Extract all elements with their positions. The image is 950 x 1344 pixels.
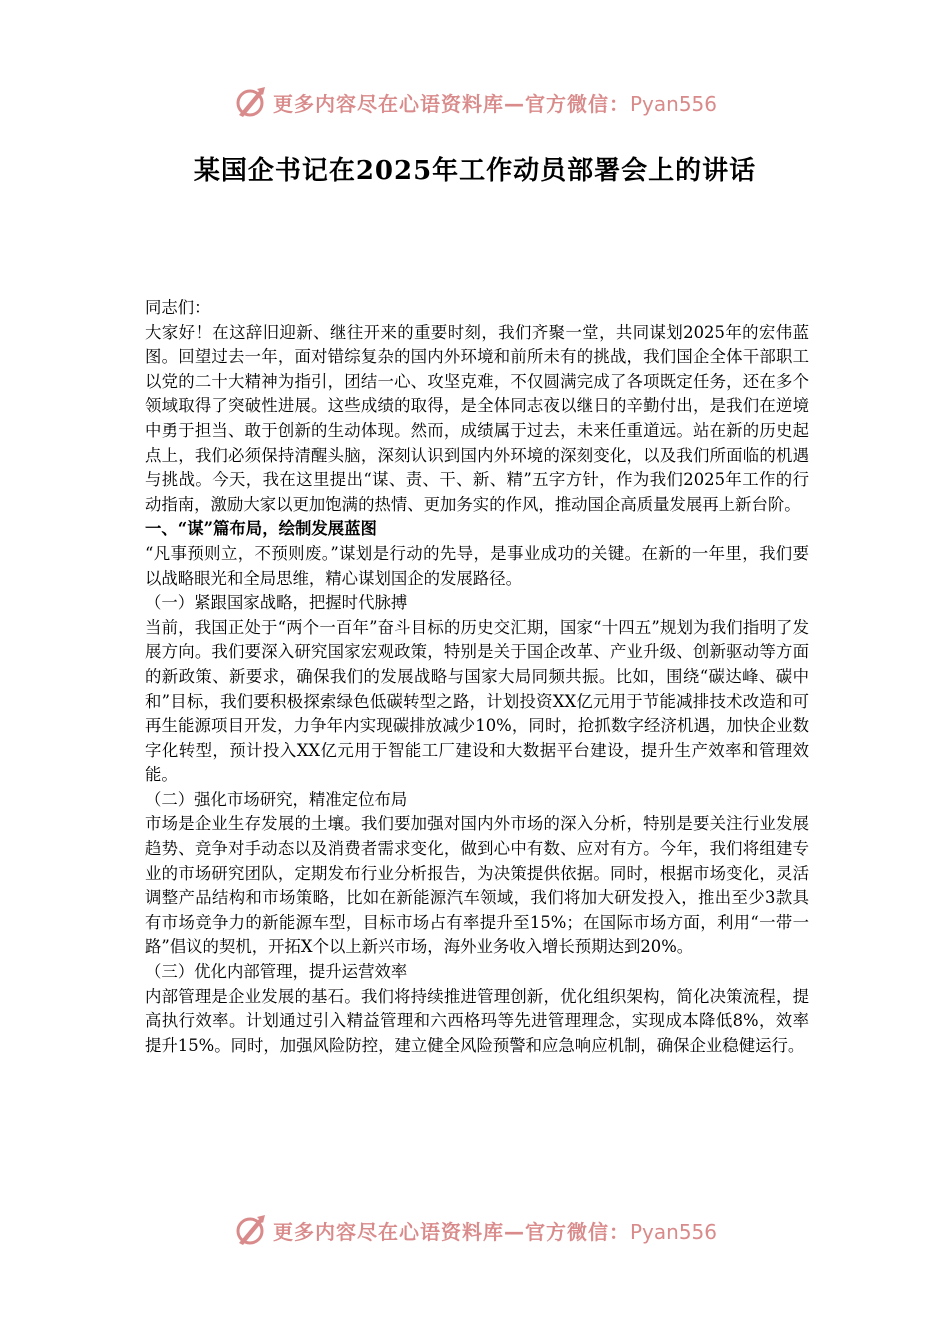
brush-logo-icon [233,1213,267,1247]
body-paragraph: “凡事预则立，不预则废。”谋划是行动的先导，是事业成功的关键。在新的一年里，我们要以战略眼光和全局思维，精心谋划国企的发展路径。 [145,543,809,588]
subsection-heading: （二）强化市场研究，精准定位布局 [145,789,408,809]
watermark-header [0,82,950,122]
intro-paragraph: 大家好！在这辞旧迎新、继往开来的重要时刻，我们齐聚一堂，共同谋划2025年的宏伟蓝图。回望过去一年，面对错综复杂的国内外环境和前所未有的挑战，我们国企全体干部职工以党的二十大精神为指引，团结一心、攻坚克难，不仅圆满完成了各项既定任务，还在多个领域取得了突破性进展。这些成绩的取得，是全体同志夜以继日的辛勤付出，是我们在逆境中勇于担当、敢于创新的生动体现。然而，成绩属于过去，未来任重道远。站在新的历史起点上，我们必须保持清醒头脑，深刻认识到国内外环境的深刻变化，以及我们所面临的机遇与挑战。今天，我在这里提出“谋、责、干、新、精”五字方针，作为我们2025年工作的行动指南，激励大家以更加饱满的热情、更加务实的作风，推动国企高质量发展再上新台阶。 [145,322,809,514]
watermark-text: 更多内容尽在心语资料库—官方微信： [272,1219,630,1244]
subsection-heading: （三）优化内部管理，提升运营效率 [145,962,408,982]
watermark-code: Pyan556 [629,1219,717,1244]
body-paragraph: 内部管理是企业发展的基石。我们将持续推进管理创新，优化组织架构，简化决策流程，提高执行效率。计划通过引入精益管理和六西格玛等先进管理理念，实现成本降低8%，效率提升15%。同时，加强风险防控，建立健全风险预警和应急响应机制，确保企业稳健运行。 [145,986,809,1055]
subsection-heading: （一）紧跟国家战略，把握时代脉搏 [145,593,408,613]
watermark-code: Pyan556 [629,91,717,116]
brush-logo-icon [233,85,267,119]
document-title: 某国企书记在2025年工作动员部署会上的讲话 [193,156,757,186]
section-heading: 一、“谋”篇布局，绘制发展蓝图 [145,519,377,539]
watermark-text: 更多内容尽在心语资料库—官方微信： [272,91,630,116]
document-body [145,296,809,1058]
body-paragraph: 当前，我国正处于“两个一百年”奋斗目标的历史交汇期，国家“十四五”规划为我们指明了发展方向。我们要深入研究国家宏观政策，特别是关于国企改革、产业升级、创新驱动等方面的新政策、新要求，确保我们的发展战略与国家大局同频共振。比如，围绕“碳达峰、碳中和”目标，我们要积极探索绿色低碳转型之路，计划投资XX亿元用于节能减排技术改造和可再生能源项目开发，力争年内实现碳排放减少10%，同时，抢抓数字经济机遇，加快企业数字化转型，预计投入XX亿元用于智能工厂建设和大数据平台建设，提升生产效率和管理效能。 [145,617,809,785]
watermark-footer [0,1210,950,1250]
salutation: 同志们： [145,298,211,317]
body-paragraph: 市场是企业生存发展的土壤。我们要加强对国内外市场的深入分析，特别是要关注行业发展趋势、竞争对手动态以及消费者需求变化，做到心中有数、应对有方。今年，我们将组建专业的市场研究团队，定期发布行业分析报告，为决策提供依据。同时，根据市场变化，灵活调整产品结构和市场策略，比如在新能源汽车领域，我们将加大研发投入，推出至少3款具有市场竞争力的新能源车型，目标市场占有率提升至15%；在国际市场方面，利用“一带一路”倡议的契机，开拓X个以上新兴市场，海外业务收入增长预期达到20%。 [145,814,809,957]
